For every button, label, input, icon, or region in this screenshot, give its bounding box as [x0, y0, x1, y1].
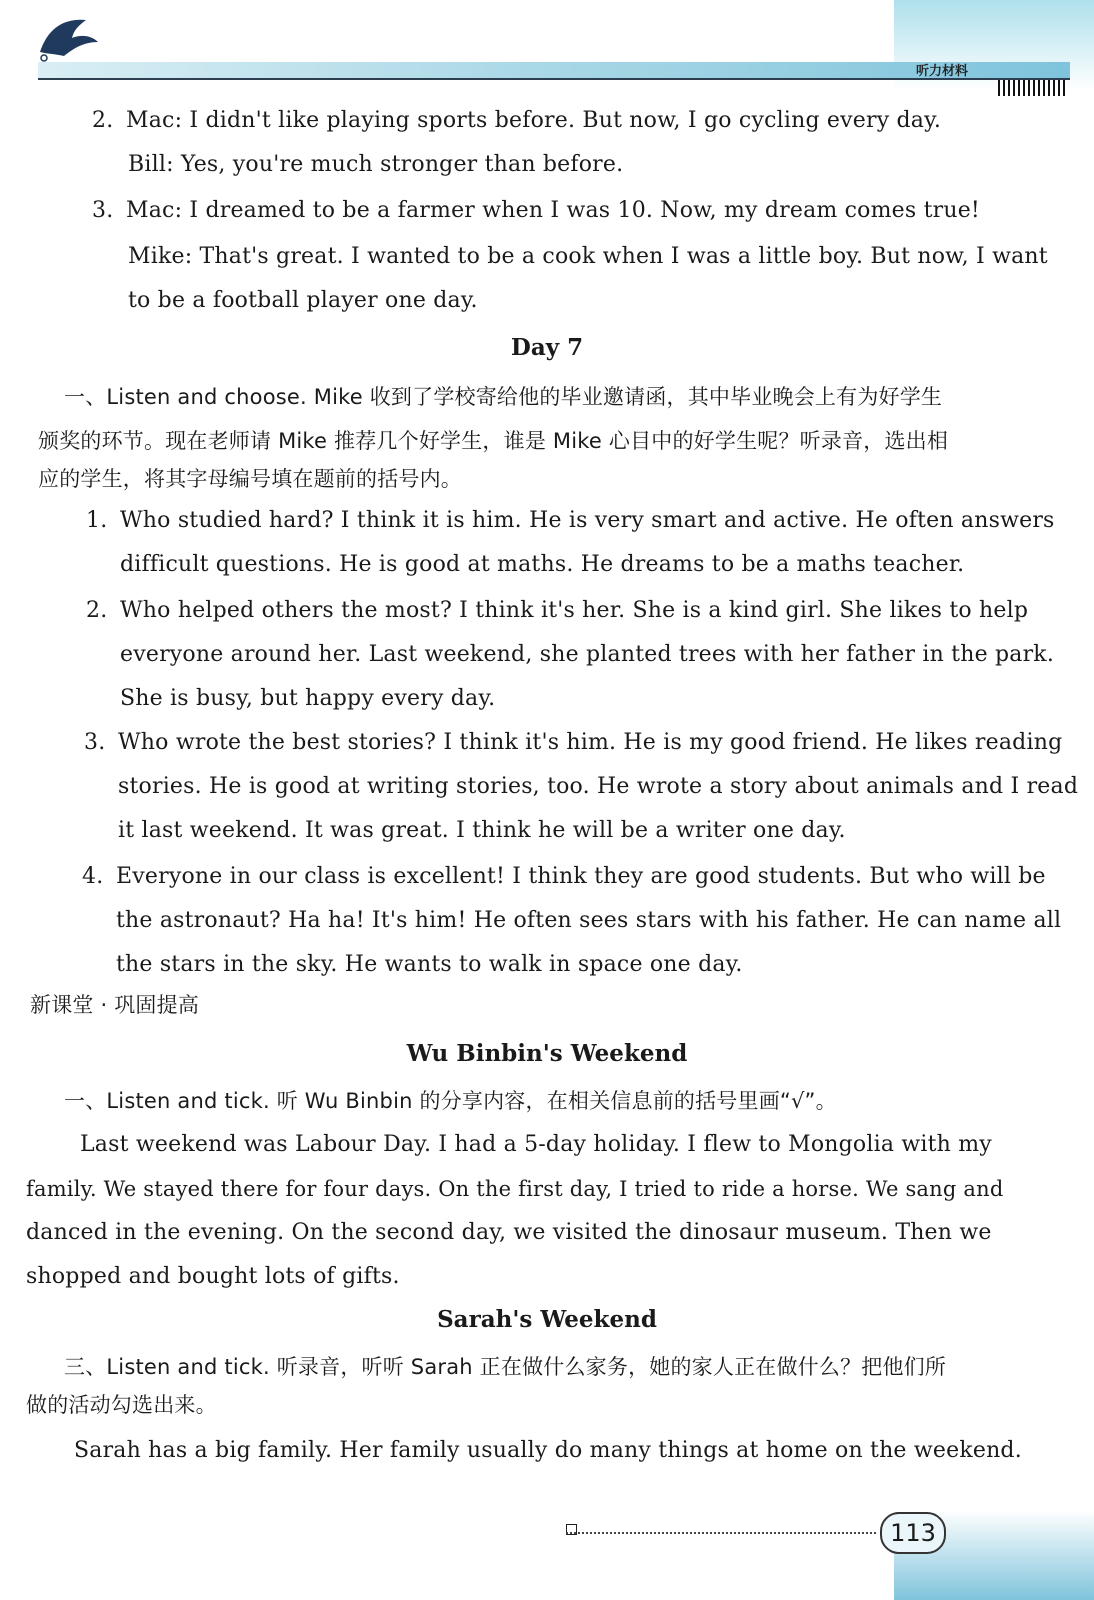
- wu-heading: Wu Binbin's Weekend: [406, 1040, 688, 1067]
- item-line: stories. He is good at writing stories, too. He wrote a story about animals and I read: [118, 774, 1079, 799]
- item-line: She is busy, but happy every day.: [120, 686, 496, 711]
- text-line: 3. Mac: I dreamed to be a farmer when I was 10. Now, my dream comes true!: [92, 198, 980, 223]
- dolphin-logo-icon: [34, 8, 104, 68]
- footer-dotted-line: [566, 1530, 876, 1534]
- text-line: Bill: Yes, you're much stronger than before.: [128, 152, 624, 177]
- item-line: 1. Who studied hard? I think it is him. He is very smart and active. He often answers: [86, 508, 1055, 533]
- page-number: 113: [880, 1512, 946, 1554]
- section-title: 新课堂 · 巩固提高: [30, 993, 200, 1017]
- text-line: 2. Mac: I didn't like playing sports before. But now, I go cycling every day.: [92, 108, 942, 133]
- day7-heading: Day 7: [510, 334, 584, 361]
- item-line: the astronaut? Ha ha! It's him! He often sees stars with his father. He can name all: [116, 908, 1062, 933]
- item-line: difficult questions. He is good at maths. He dreams to be a maths teacher.: [120, 552, 965, 577]
- item-line: the stars in the sky. He wants to walk in space one day.: [116, 952, 743, 977]
- passage-line: danced in the evening. On the second day, we visited the dinosaur museum. Then we: [26, 1220, 992, 1245]
- section-label: 听力材料: [915, 64, 968, 79]
- item-line: 3. Who wrote the best stories? I think it's him. He is my good friend. He likes reading: [84, 730, 1063, 755]
- barcode-decoration: [998, 80, 1068, 96]
- sarah-heading: Sarah's Weekend: [437, 1306, 657, 1333]
- text-line: to be a football player one day.: [128, 288, 478, 313]
- passage-line: Last weekend was Labour Day. I had a 5-day holiday. I flew to Mongolia with my: [80, 1132, 992, 1157]
- passage-line: Sarah has a big family. Her family usually do many things at home on the weekend.: [74, 1438, 1022, 1463]
- item-line: 4. Everyone in our class is excellent! I think they are good students. But who will be: [82, 864, 1046, 889]
- instruction-line: 做的活动勾选出来。: [26, 1393, 217, 1417]
- instruction-line: 三、Listen and tick. 听录音，听听 Sarah 正在做什么家务，她的家人正在做什么？把他们所: [64, 1355, 947, 1379]
- item-line: 2. Who helped others the most? I think it's her. She is a kind girl. She likes to help: [86, 598, 1029, 623]
- item-line: everyone around her. Last weekend, she planted trees with her father in the park.: [120, 642, 1055, 667]
- instruction-line: 一、Listen and tick. 听 Wu Binbin 的分享内容，在相关信息前的括号里画“√”。: [64, 1089, 837, 1113]
- passage-line: shopped and bought lots of gifts.: [26, 1264, 400, 1289]
- instruction-line: 应的学生，将其字母编号填在题前的括号内。: [38, 467, 462, 491]
- instruction-line: 颁奖的环节。现在老师请 Mike 推荐几个好学生，谁是 Mike 心目中的好学生呢？听录音，选出相: [38, 429, 949, 453]
- passage-line: family. We stayed there for four days. On the first day, I tried to ride a horse. We sang and: [26, 1177, 1004, 1201]
- instruction-line: 一、Listen and choose. Mike 收到了学校寄给他的毕业邀请函，其中毕业晚会上有为好学生: [64, 385, 943, 409]
- item-line: it last weekend. It was great. I think he will be a writer one day.: [118, 818, 846, 843]
- text-line: Mike: That's great. I wanted to be a cook when I was a little boy. But now, I want: [128, 244, 1048, 269]
